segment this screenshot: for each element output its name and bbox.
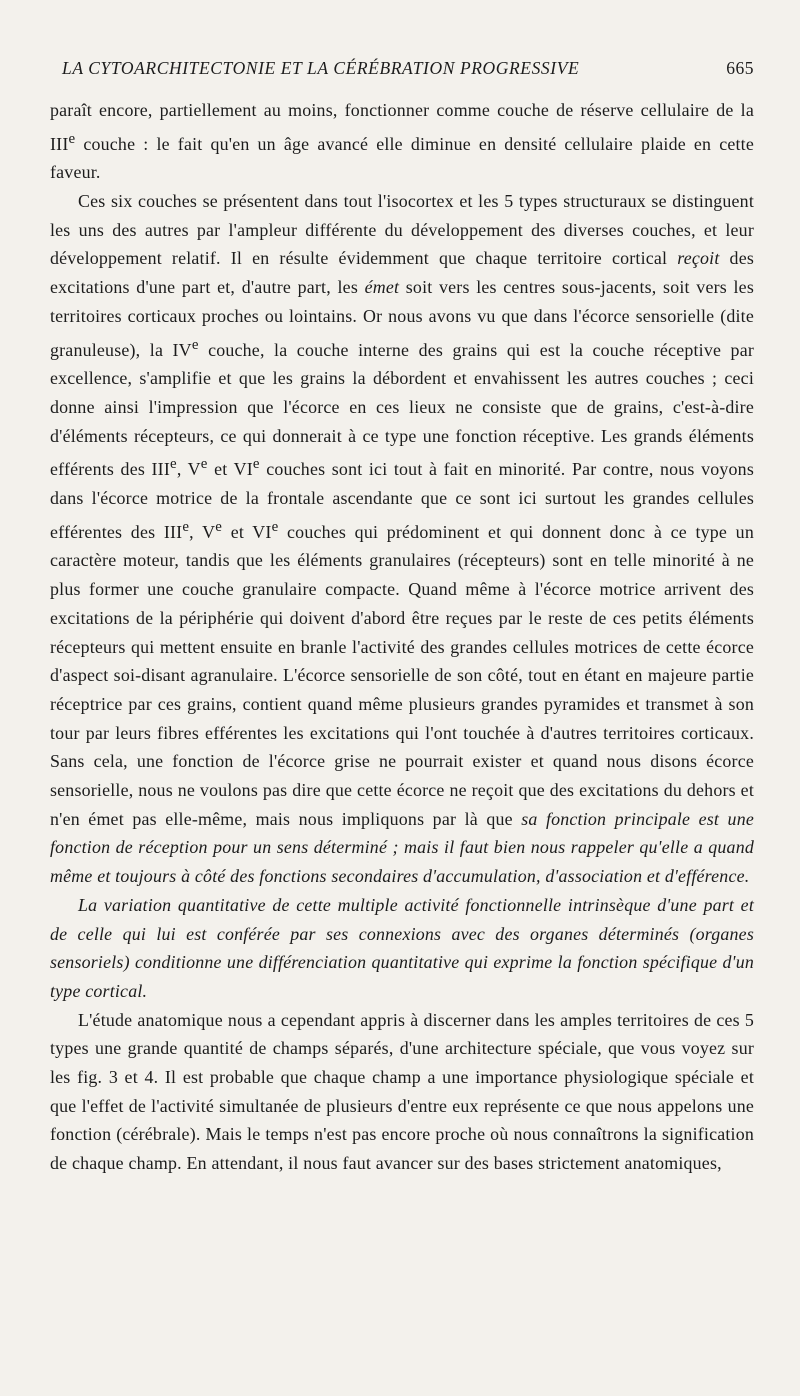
superscript-text: e <box>68 130 76 147</box>
paragraph <box>50 891 754 1006</box>
paragraph <box>50 187 754 891</box>
italic-text: émet <box>364 277 400 298</box>
italic-text: sa fonction principale est une fonction de réception pour un sens déterminé ; mais il faut bien nous rappeler qu'elle a quand même et toujours à côté des fonctions secondaires d'accumulation, d'association et d'efférence. <box>50 808 754 887</box>
superscript-text: e <box>271 518 279 535</box>
superscript-text: e <box>182 518 190 535</box>
superscript-text: e <box>169 456 177 473</box>
text-run: , V <box>176 459 201 480</box>
text-run: couche, la couche interne des grains qui est la couche réceptive par excellence, s'amplifie et que les grains la débordent et envahissent les autres couches ; ceci donne ainsi l'impression que l'écorce en ces lieux ne consiste que de grains, c'est-à-dire d'éléments récepteurs, ce qui donnerait à ce type une fonction réceptive. Les grands éléments efférents des III <box>50 339 754 480</box>
page-number: 665 <box>726 58 754 78</box>
text-run: Ces six couches se présentent dans tout l'isocortex et les 5 types structuraux se distinguent les uns des autres par l'ampleur différente du développement des diverses couches, et leur développement relatif. Il en résulte évidemment que chaque territoire cortical <box>50 191 754 269</box>
text-run: paraît encore, partiellement au moins, fonctionner comme couche de réserve cellulaire de la III <box>50 100 754 154</box>
italic-text: La variation quantitative de cette multiple activité fonctionnelle intrinsèque d'une part et de celle qui lui est conférée par ses connexions avec des organes déterminés (organes sensoriels) conditionne une différenciation quantitative qui exprime la fonction spécifique d'un type cortical. <box>50 894 754 1001</box>
text-run: couche : le fait qu'en un âge avancé elle diminue en densité cellulaire plaide en cette faveur. <box>50 133 754 183</box>
text-run: des excitations d'une part et, d'autre part, les <box>50 248 754 298</box>
superscript-text: e <box>215 518 223 535</box>
text-run: soit vers les centres sous-jacents, soit vers les territoires corticaux proches ou lointains. Or nous avons vu que dans l'écorce sensorielle (dite granuleuse), la IV <box>50 277 754 360</box>
text-run: et VI <box>207 459 253 480</box>
body-text <box>50 96 754 1178</box>
superscript-text: e <box>191 336 199 353</box>
running-title: LA CYTOARCHITECTONIE ET LA CÉRÉBRATION PROGRESSIVE <box>62 58 580 78</box>
superscript-text: e <box>252 456 260 473</box>
text-run: , V <box>189 521 216 542</box>
paragraph <box>50 96 754 187</box>
italic-text: reçoit <box>677 248 720 269</box>
text-run: L'étude anatomique nous a cependant appris à discerner dans les amples territoires de ces 5 types une grande quantité de champs séparés, d'une architecture spéciale, que vous voyez sur les fig. 3 et 4. Il est probable que chaque champ a une importance physiologique spéciale et que l'effet de l'activité simultanée de plusieurs d'entre eux représente ce que nous appelons une fonction (cérébrale). Mais le temps n'est pas encore proche où nous connaîtrons la signification de chaque champ. En attendant, il nous faut avancer sur des bases strictement anatomiques, <box>50 1009 754 1174</box>
text-run: et VI <box>222 521 272 542</box>
paragraph <box>50 1006 754 1178</box>
running-header <box>62 58 754 79</box>
superscript-text: e <box>200 456 208 473</box>
text-run: couches sont ici tout à fait en minorité. Par contre, nous voyons dans l'écorce motrice de la frontale ascendante que ce sont ici surtout les grandes cellules efférentes des III <box>50 459 754 542</box>
text-run: couches qui prédominent et qui donnent donc à ce type un caractère moteur, tandis que les éléments granulaires (récepteurs) sont en telle minorité à ne plus former une couche granulaire compacte. Quand même à l'écorce motrice arrivent des excitations de la périphérie qui doivent d'abord être reçues par le reste de ces petits éléments récepteurs qui mettent ensuite en branle l'activité des grandes cellules motrices de cette écorce d'aspect soi-disant agranulaire. L'écorce sensorielle de son côté, tout en étant en majeure partie réceptrice par ces grains, contient quand même plusieurs grandes pyramides et transmet à son tour par leurs fibres efférentes les excitations qui l'ont touchée à d'autres territoires corticaux. Sans cela, une fonction de l'écorce grise ne pourrait exister et quand nous disons écorce sensorielle, nous ne voulons pas dire que cette écorce ne reçoit que des excitations du dehors et n'en émet pas elle-même, mais nous impliquons par là que <box>50 521 754 829</box>
